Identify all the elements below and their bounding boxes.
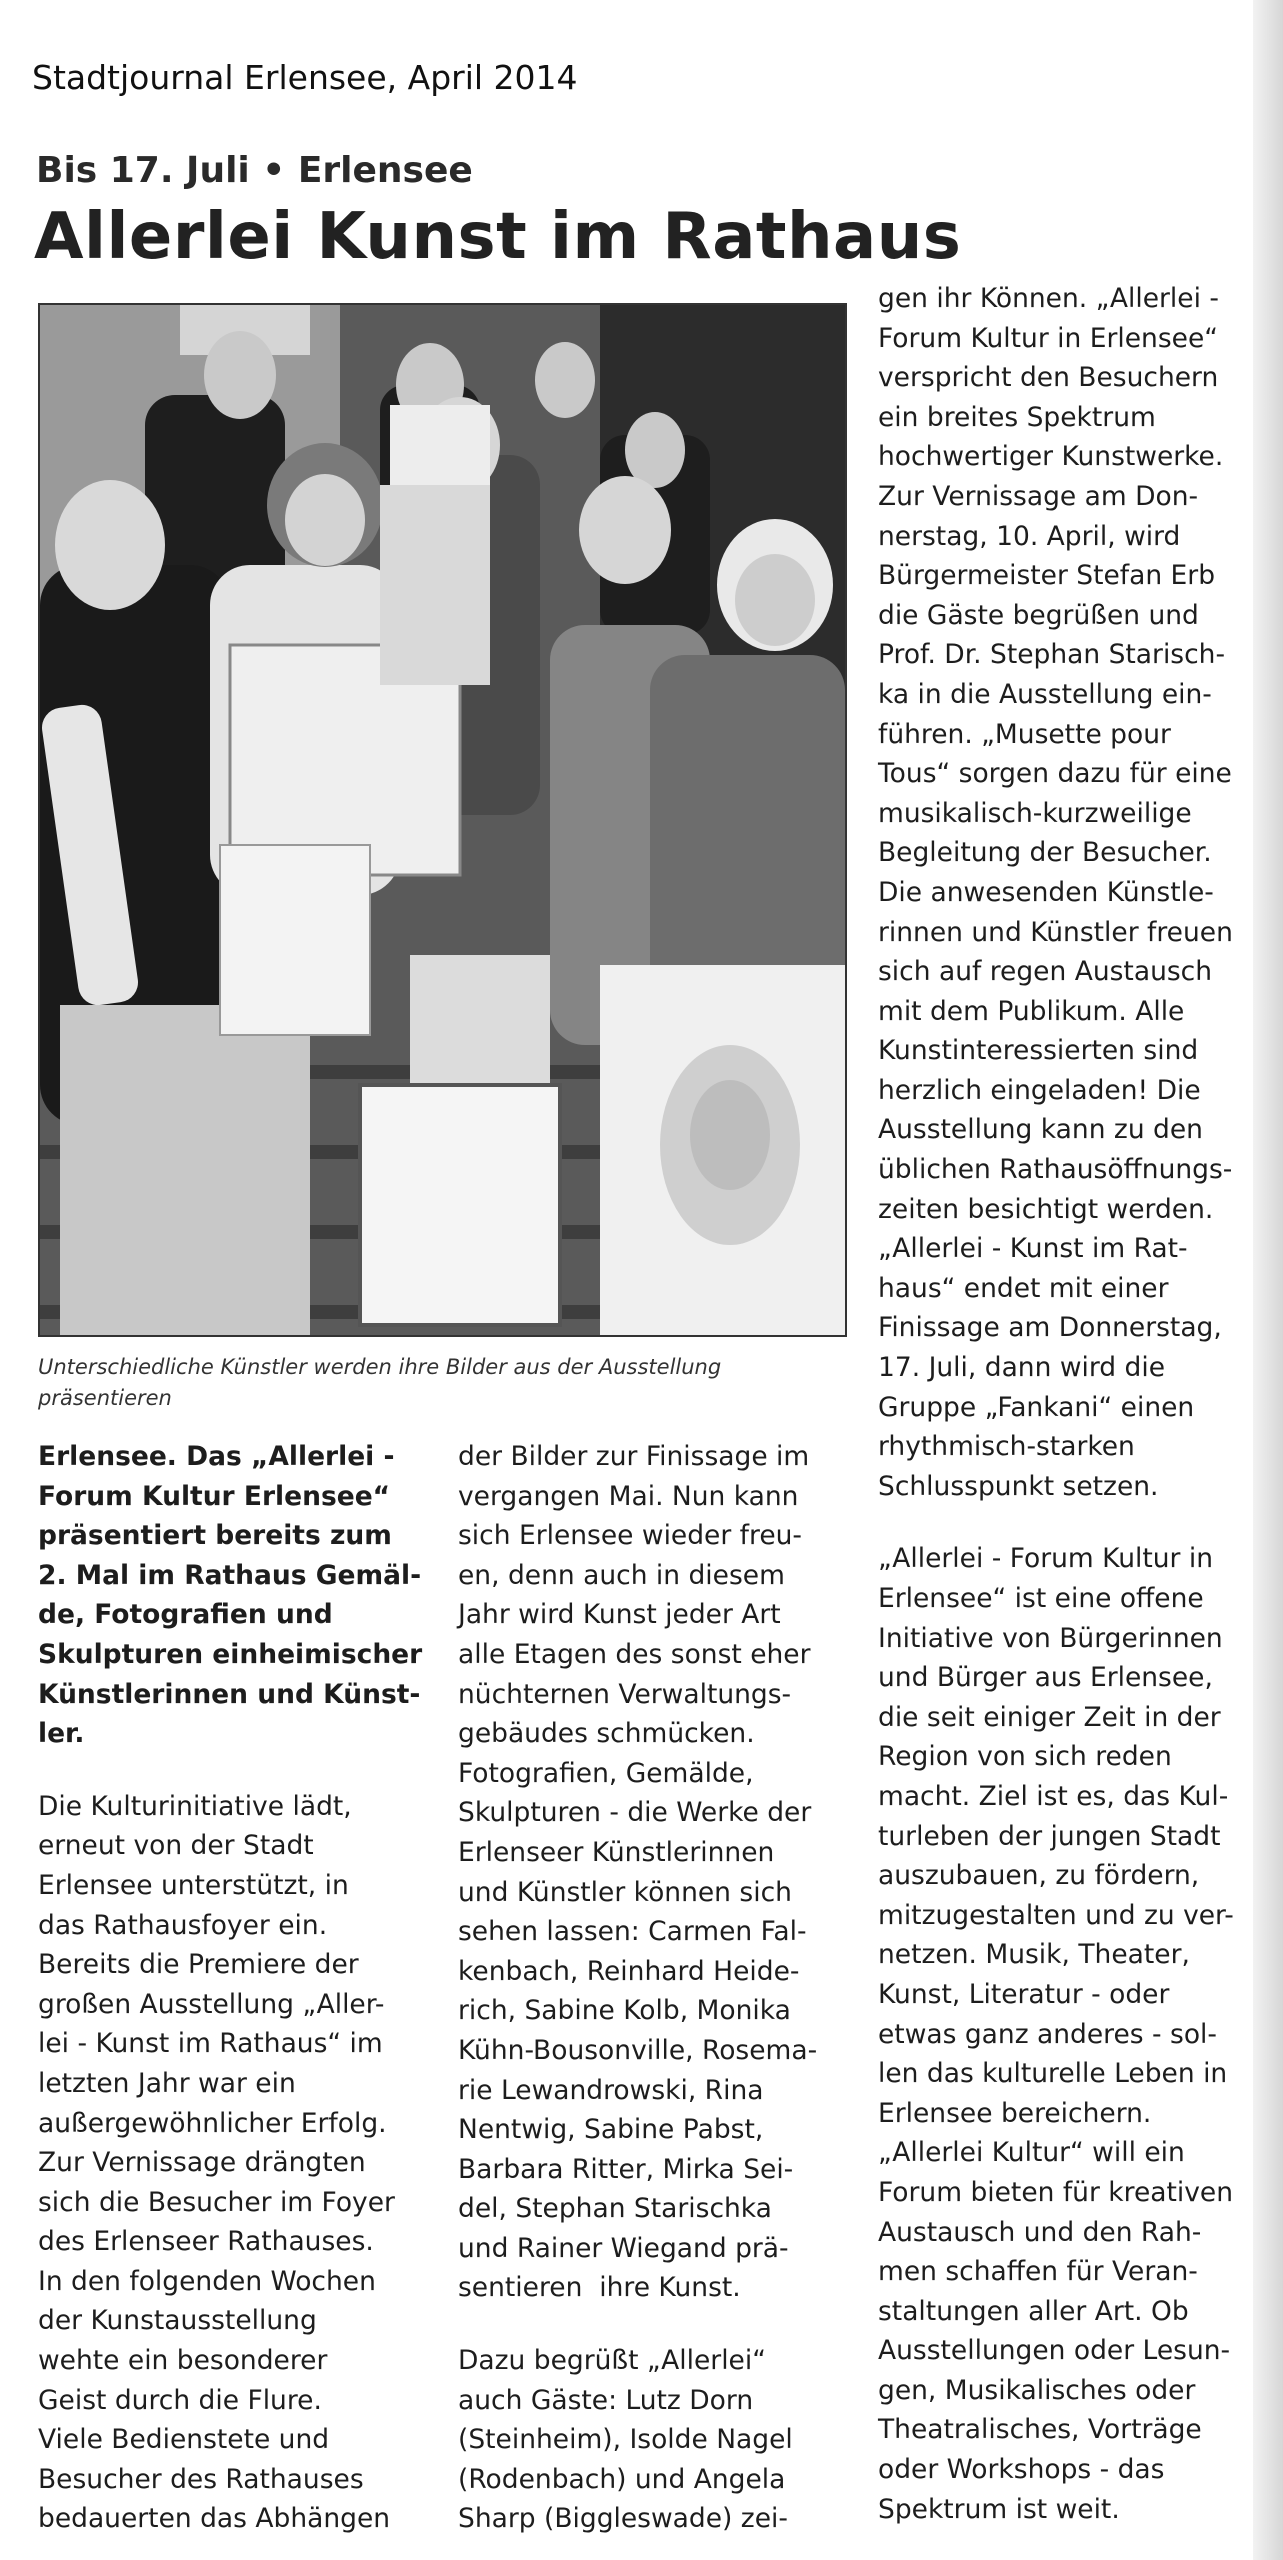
- text-line: großen Ausstellung „Aller-: [38, 1988, 385, 2020]
- text-line: Sharp (Biggleswade) zei-: [458, 2503, 788, 2535]
- text-line: Zur Vernissage am Don-: [878, 480, 1199, 512]
- text-line: Spektrum ist weit.: [878, 2493, 1120, 2525]
- text-line: Fotografien, Gemälde,: [458, 1757, 754, 1789]
- text-line: Die Kulturinitiative lädt,: [38, 1790, 352, 1822]
- text-line: etwas ganz anderes - sol-: [878, 2018, 1217, 2050]
- text-line: rinnen und Künstler freuen: [878, 916, 1233, 948]
- text-line: Bereits die Premiere der: [38, 1949, 359, 1981]
- text-line: der Kunstausstellung: [38, 2305, 317, 2337]
- text-line: Region von sich reden: [878, 1741, 1172, 1773]
- text-line: Finissage am Donnerstag,: [878, 1312, 1222, 1344]
- text-line: Skulpturen - die Werke der: [458, 1797, 812, 1829]
- text-line: Geist durch die Flure.: [38, 2384, 322, 2416]
- text-line: die Gäste begrüßen und: [878, 599, 1199, 631]
- text-line: das Rathausfoyer ein.: [38, 1909, 328, 1941]
- group-photo-illustration: [40, 305, 845, 1335]
- text-line: präsentiert bereits zum: [38, 1520, 392, 1552]
- text-line: Ausstellung kann zu den: [878, 1114, 1203, 1146]
- text-line: (Steinheim), Isolde Nagel: [458, 2424, 793, 2456]
- text-line: und Rainer Wiegand prä-: [458, 2232, 789, 2264]
- text-line: Die anwesenden Künstle-: [878, 876, 1214, 908]
- text-line: en, denn auch in diesem: [458, 1559, 785, 1591]
- text-line: gen ihr Können. „Allerlei -: [878, 283, 1219, 314]
- text-line: Begleitung der Besucher.: [878, 837, 1212, 869]
- text-line: Tous“ sorgen dazu für eine: [878, 758, 1232, 790]
- text-line: ein breites Spektrum: [878, 401, 1156, 433]
- text-line: rich, Sabine Kolb, Monika: [458, 1995, 791, 2027]
- text-line: rie Lewandrowski, Rina: [458, 2074, 764, 2106]
- text-line: sentieren ihre Kunst.: [458, 2272, 741, 2304]
- text-line: sich die Besucher im Foyer: [38, 2186, 395, 2218]
- text-line: Erlensee unterstützt, in: [38, 1869, 349, 1901]
- text-line: sehen lassen: Carmen Fal-: [458, 1916, 807, 1948]
- text-line: führen. „Musette pour: [878, 718, 1171, 750]
- text-line: del, Stephan Starischka: [458, 2193, 772, 2225]
- text-line: Zur Vernissage drängten: [38, 2147, 366, 2179]
- text-line: Gruppe „Fankani“ einen: [878, 1391, 1195, 1423]
- text-line: nüchternen Verwaltungs-: [458, 1678, 792, 1710]
- text-line: nerstag, 10. April, wird: [878, 520, 1181, 552]
- caption-line: präsentieren: [38, 1386, 172, 1410]
- article-column-1: [38, 1437, 438, 2539]
- body-paragraph: [38, 1787, 438, 2539]
- text-line: kenbach, Reinhard Heide-: [458, 1955, 800, 1987]
- text-line: Barbara Ritter, Mirka Sei-: [458, 2153, 794, 2185]
- text-line: de, Fotografien und: [38, 1599, 333, 1631]
- article-column-3: [878, 279, 1278, 2529]
- text-line: Initiative von Bürgerinnen: [878, 1622, 1223, 1654]
- text-line: lei - Kunst im Rathaus“ im: [38, 2028, 383, 2060]
- text-line: macht. Ziel ist es, das Kul-: [878, 1780, 1229, 1812]
- text-line: musikalisch-kurzweilige: [878, 797, 1192, 829]
- article-column-2: [458, 1437, 858, 2539]
- text-line: Dazu begrüßt „Allerlei“: [458, 2345, 766, 2377]
- text-line: „Allerlei Kultur“ will ein: [878, 2137, 1185, 2169]
- text-line: Austausch und den Rah-: [878, 2216, 1202, 2248]
- caption-line: Unterschiedliche Künstler werden ihre Bilder aus der Ausstellung: [38, 1355, 722, 1379]
- kicker-line: Bis 17. Juli • Erlensee: [36, 150, 473, 191]
- text-line: Skulpturen einheimischer: [38, 1638, 423, 1670]
- text-line: verspricht den Besuchern: [878, 362, 1219, 394]
- text-line: sich Erlensee wieder freu-: [458, 1520, 802, 1552]
- body-paragraph: [458, 2341, 858, 2539]
- text-line: außergewöhnlicher Erfolg.: [38, 2107, 387, 2139]
- text-line: len das kulturelle Leben in: [878, 2058, 1228, 2090]
- text-line: Besucher des Rathauses: [38, 2463, 364, 2495]
- text-line: Theatralisches, Vorträge: [878, 2414, 1202, 2446]
- lead-paragraph: [38, 1437, 438, 1754]
- text-line: Forum Kultur in Erlensee“: [878, 322, 1218, 354]
- article-photo: [38, 303, 847, 1337]
- text-line: men schaffen für Veran-: [878, 2256, 1198, 2288]
- photo-caption: [38, 1352, 847, 1414]
- text-line: üblichen Rathausöffnungs-: [878, 1154, 1233, 1186]
- text-line: des Erlenseer Rathauses.: [38, 2226, 374, 2258]
- text-line: Kühn-Bousonville, Rosema-: [458, 2034, 818, 2066]
- text-line: oder Workshops - das: [878, 2454, 1165, 2486]
- text-line: Prof. Dr. Stephan Starisch-: [878, 639, 1226, 671]
- text-line: 17. Juli, dann wird die: [878, 1352, 1166, 1384]
- text-line: rhythmisch-starken: [878, 1431, 1135, 1463]
- text-line: alle Etagen des sonst eher: [458, 1638, 811, 1670]
- text-line: Erlenseer Künstlerinnen: [458, 1836, 775, 1868]
- text-line: Erlensee bereichern.: [878, 2097, 1152, 2129]
- text-line: sich auf regen Austausch: [878, 956, 1213, 988]
- text-line: ler.: [38, 1718, 85, 1750]
- text-line: Forum Kultur Erlensee“: [38, 1480, 391, 1512]
- text-line: Ausstellungen oder Lesun-: [878, 2335, 1231, 2367]
- text-line: Kunst, Literatur - oder: [878, 1978, 1170, 2010]
- text-line: bedauerten das Abhängen: [38, 2503, 391, 2535]
- paragraph-gap: [878, 1506, 1278, 1539]
- text-line: hochwertiger Kunstwerke.: [878, 441, 1224, 473]
- text-line: haus“ endet mit einer: [878, 1272, 1169, 1304]
- body-paragraph: [878, 279, 1278, 1506]
- text-line: zeiten besichtigt werden.: [878, 1193, 1214, 1225]
- text-line: vergangen Mai. Nun kann: [458, 1480, 799, 1512]
- text-line: auch Gäste: Lutz Dorn: [458, 2384, 754, 2416]
- text-line: herzlich eingeladen! Die: [878, 1074, 1201, 1106]
- text-line: Künstlerinnen und Künst-: [38, 1678, 421, 1710]
- text-line: und Bürger aus Erlensee,: [878, 1662, 1213, 1694]
- paragraph-gap: [38, 1754, 438, 1787]
- text-line: netzen. Musik, Theater,: [878, 1939, 1190, 1971]
- text-line: Kunstinteressierten sind: [878, 1035, 1199, 1067]
- text-line: 2. Mal im Rathaus Gemäl-: [38, 1559, 422, 1591]
- text-line: Erlensee“ ist eine offene: [878, 1583, 1204, 1614]
- text-line: „Allerlei - Forum Kultur in: [878, 1543, 1214, 1575]
- text-line: erneut von der Stadt: [38, 1830, 314, 1862]
- text-line: In den folgenden Wochen: [38, 2265, 376, 2297]
- text-line: staltungen aller Art. Ob: [878, 2295, 1189, 2327]
- text-line: auszubauen, zu fördern,: [878, 1860, 1200, 1892]
- text-line: Schlusspunkt setzen.: [878, 1470, 1159, 1502]
- text-line: Jahr wird Kunst jeder Art: [458, 1599, 781, 1631]
- article-headline: Allerlei Kunst im Rathaus: [34, 200, 962, 274]
- text-line: Erlensee. Das „Allerlei -: [38, 1441, 395, 1472]
- text-line: gebäudes schmücken.: [458, 1718, 755, 1750]
- text-line: Forum bieten für kreativen: [878, 2176, 1234, 2208]
- text-line: gen, Musikalisches oder: [878, 2374, 1196, 2406]
- text-line: mitzugestalten und zu ver-: [878, 1899, 1234, 1931]
- journal-label: Stadtjournal Erlensee, April 2014: [32, 58, 578, 97]
- body-paragraph: [878, 1539, 1278, 2529]
- text-line: Nentwig, Sabine Pabst,: [458, 2114, 764, 2146]
- text-line: die seit einiger Zeit in der: [878, 1701, 1221, 1733]
- text-line: (Rodenbach) und Angela: [458, 2463, 786, 2495]
- text-line: mit dem Publikum. Alle: [878, 995, 1185, 1027]
- text-line: wehte ein besonderer: [38, 2345, 328, 2377]
- text-line: ka in die Ausstellung ein-: [878, 678, 1212, 710]
- text-line: der Bilder zur Finissage im: [458, 1441, 810, 1472]
- text-line: und Künstler können sich: [458, 1876, 792, 1908]
- text-line: turleben der jungen Stadt: [878, 1820, 1221, 1852]
- text-line: Bürgermeister Stefan Erb: [878, 560, 1216, 592]
- paragraph-gap: [458, 2308, 858, 2341]
- text-line: Viele Bedienstete und: [38, 2424, 330, 2456]
- text-line: letzten Jahr war ein: [38, 2067, 296, 2099]
- text-line: „Allerlei - Kunst im Rat-: [878, 1233, 1188, 1265]
- body-paragraph: [458, 1437, 858, 2308]
